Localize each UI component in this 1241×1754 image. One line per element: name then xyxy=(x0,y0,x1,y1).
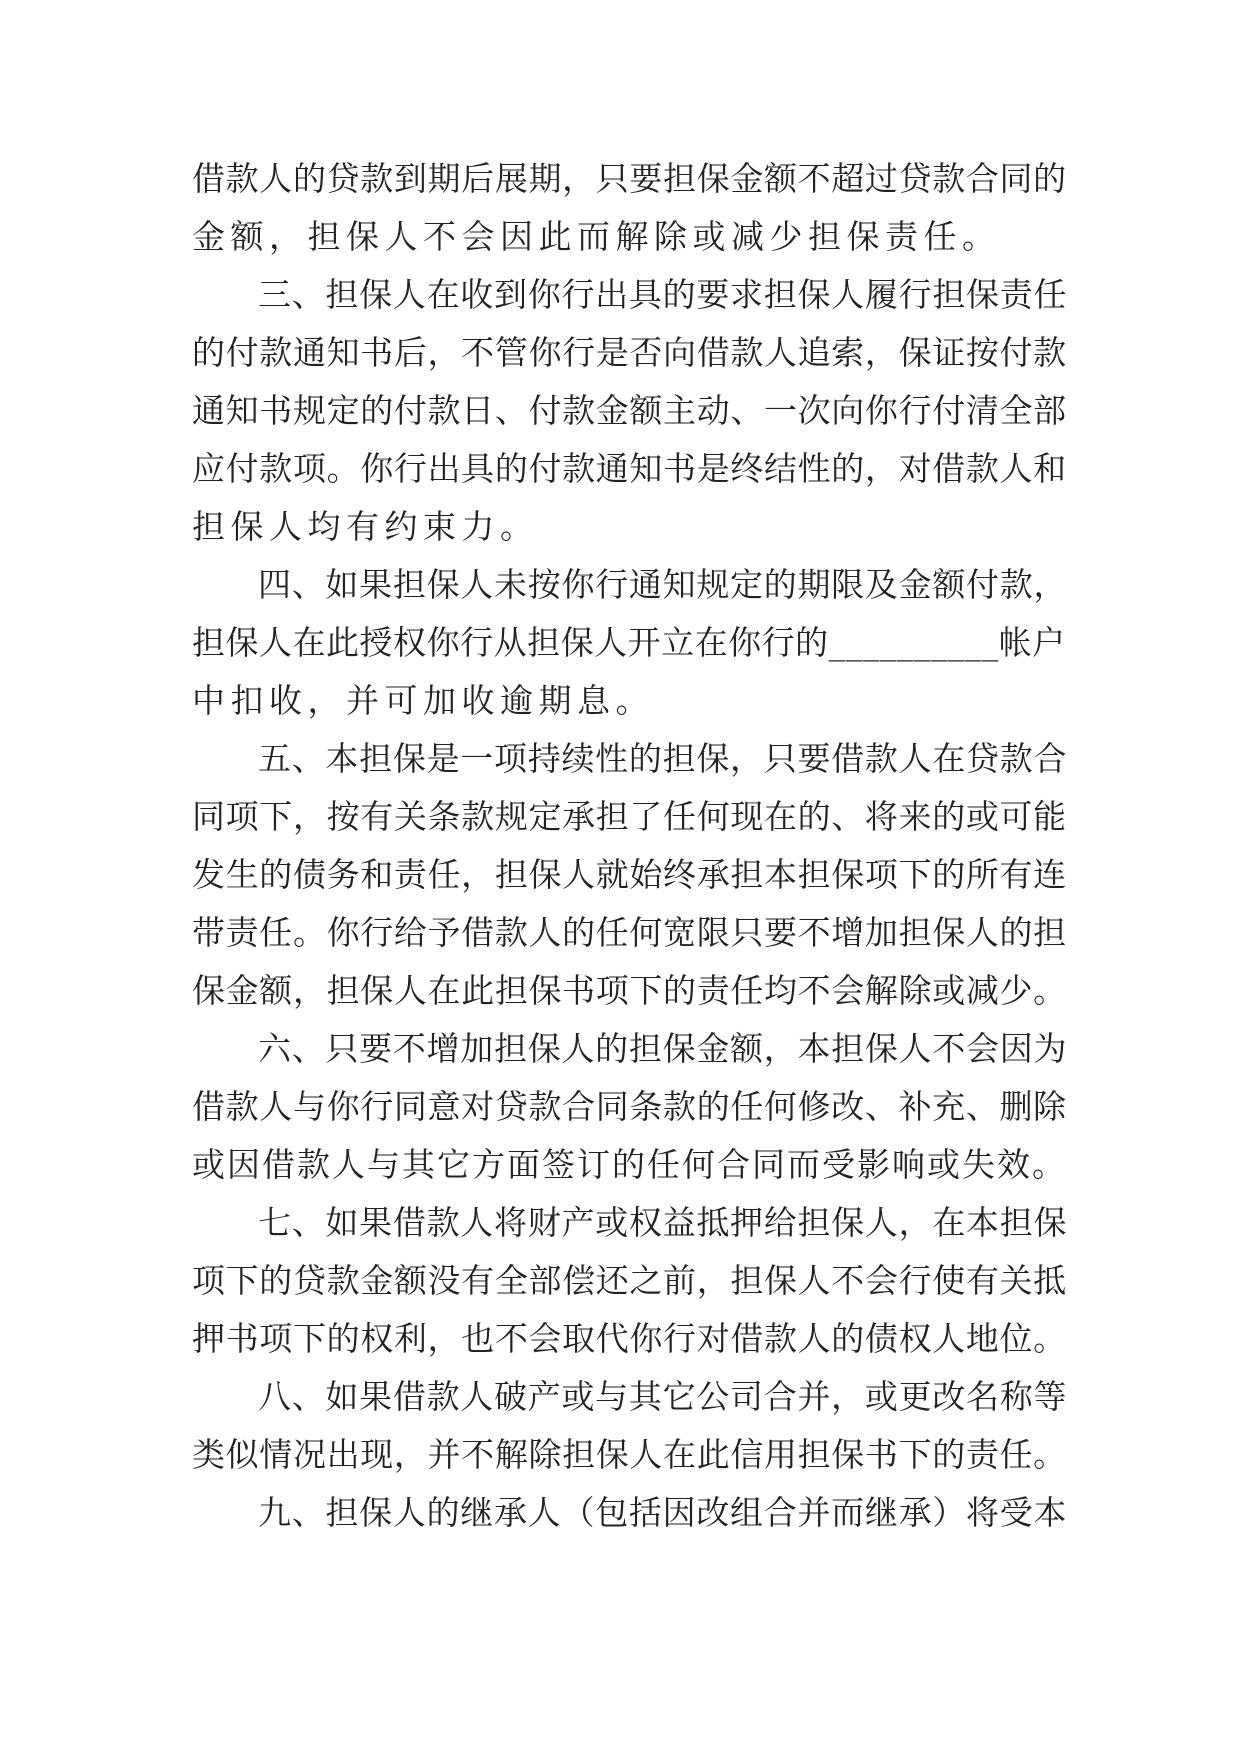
text-line: 五、本担保是一项持续性的担保，只要借款人在贷款合 xyxy=(258,739,1068,778)
paragraph-clause-7 xyxy=(192,1194,1072,1368)
text-line: 六、只要不增加担保人的担保金额，本担保人不会因为 xyxy=(258,1029,1068,1068)
text-line: 九、担保人的继承人（包括因改组合并而继承）将受本 xyxy=(258,1493,1068,1532)
paragraph-clause-4 xyxy=(192,556,1072,730)
text-line: 应付款项。你行出具的付款通知书是终结性的，对借款人和 xyxy=(192,449,1067,488)
text-line: 同项下，按有关条款规定承担了任何现在的、将来的或可能 xyxy=(192,797,1067,836)
text-line: 金额，担保人不会因此而解除或减少担保责任。 xyxy=(192,217,1001,256)
document-body xyxy=(192,150,1072,1542)
text-line: 类似情况出现，并不解除担保人在此信用担保书下的责任。 xyxy=(192,1435,1067,1474)
text-line: 的付款通知书后，不管你行是否向借款人追索，保证按付款 xyxy=(192,333,1067,372)
text-line: 八、如果借款人破产或与其它公司合并，或更改名称等 xyxy=(258,1377,1068,1416)
text-line: 带责任。你行给予借款人的任何宽限只要不增加担保人的担 xyxy=(192,913,1067,952)
paragraph-continued-extension xyxy=(192,150,1072,266)
paragraph-clause-8 xyxy=(192,1368,1072,1484)
text-line: 发生的债务和责任，担保人就始终承担本担保项下的所有连 xyxy=(192,855,1067,894)
paragraph-clause-6 xyxy=(192,1020,1072,1194)
text-line: 通知书规定的付款日、付款金额主动、一次向你行付清全部 xyxy=(192,391,1067,430)
paragraph-clause-5 xyxy=(192,730,1072,1020)
paragraph-clause-9 xyxy=(192,1484,1072,1542)
paragraph-clause-3 xyxy=(192,266,1072,556)
text-line: 押书项下的权利，也不会取代你行对借款人的债权人地位。 xyxy=(192,1319,1067,1358)
text-line: 三、担保人在收到你行出具的要求担保人履行担保责任 xyxy=(258,275,1068,314)
text-line: 保金额，担保人在此担保书项下的责任均不会解除或减少。 xyxy=(192,971,1067,1010)
text-line: 借款人的贷款到期后展期，只要担保金额不超过贷款合同的 xyxy=(192,159,1067,198)
text-line: 借款人与你行同意对贷款合同条款的任何修改、补充、删除 xyxy=(192,1087,1067,1126)
text-line: 担保人在此授权你行从担保人开立在你行的__________帐户 xyxy=(192,623,1066,662)
text-line: 七、如果借款人将财产或权益抵押给担保人，在本担保 xyxy=(258,1203,1068,1242)
text-line: 项下的贷款金额没有全部偿还之前，担保人不会行使有关抵 xyxy=(192,1261,1067,1300)
text-line: 四、如果担保人未按你行通知规定的期限及金额付款， xyxy=(258,565,1068,604)
text-line: 中扣收，并可加收逾期息。 xyxy=(192,681,654,720)
text-line: 或因借款人与其它方面签订的任何合同而受影响或失效。 xyxy=(192,1145,1067,1184)
text-line: 担保人均有约束力。 xyxy=(192,507,539,546)
